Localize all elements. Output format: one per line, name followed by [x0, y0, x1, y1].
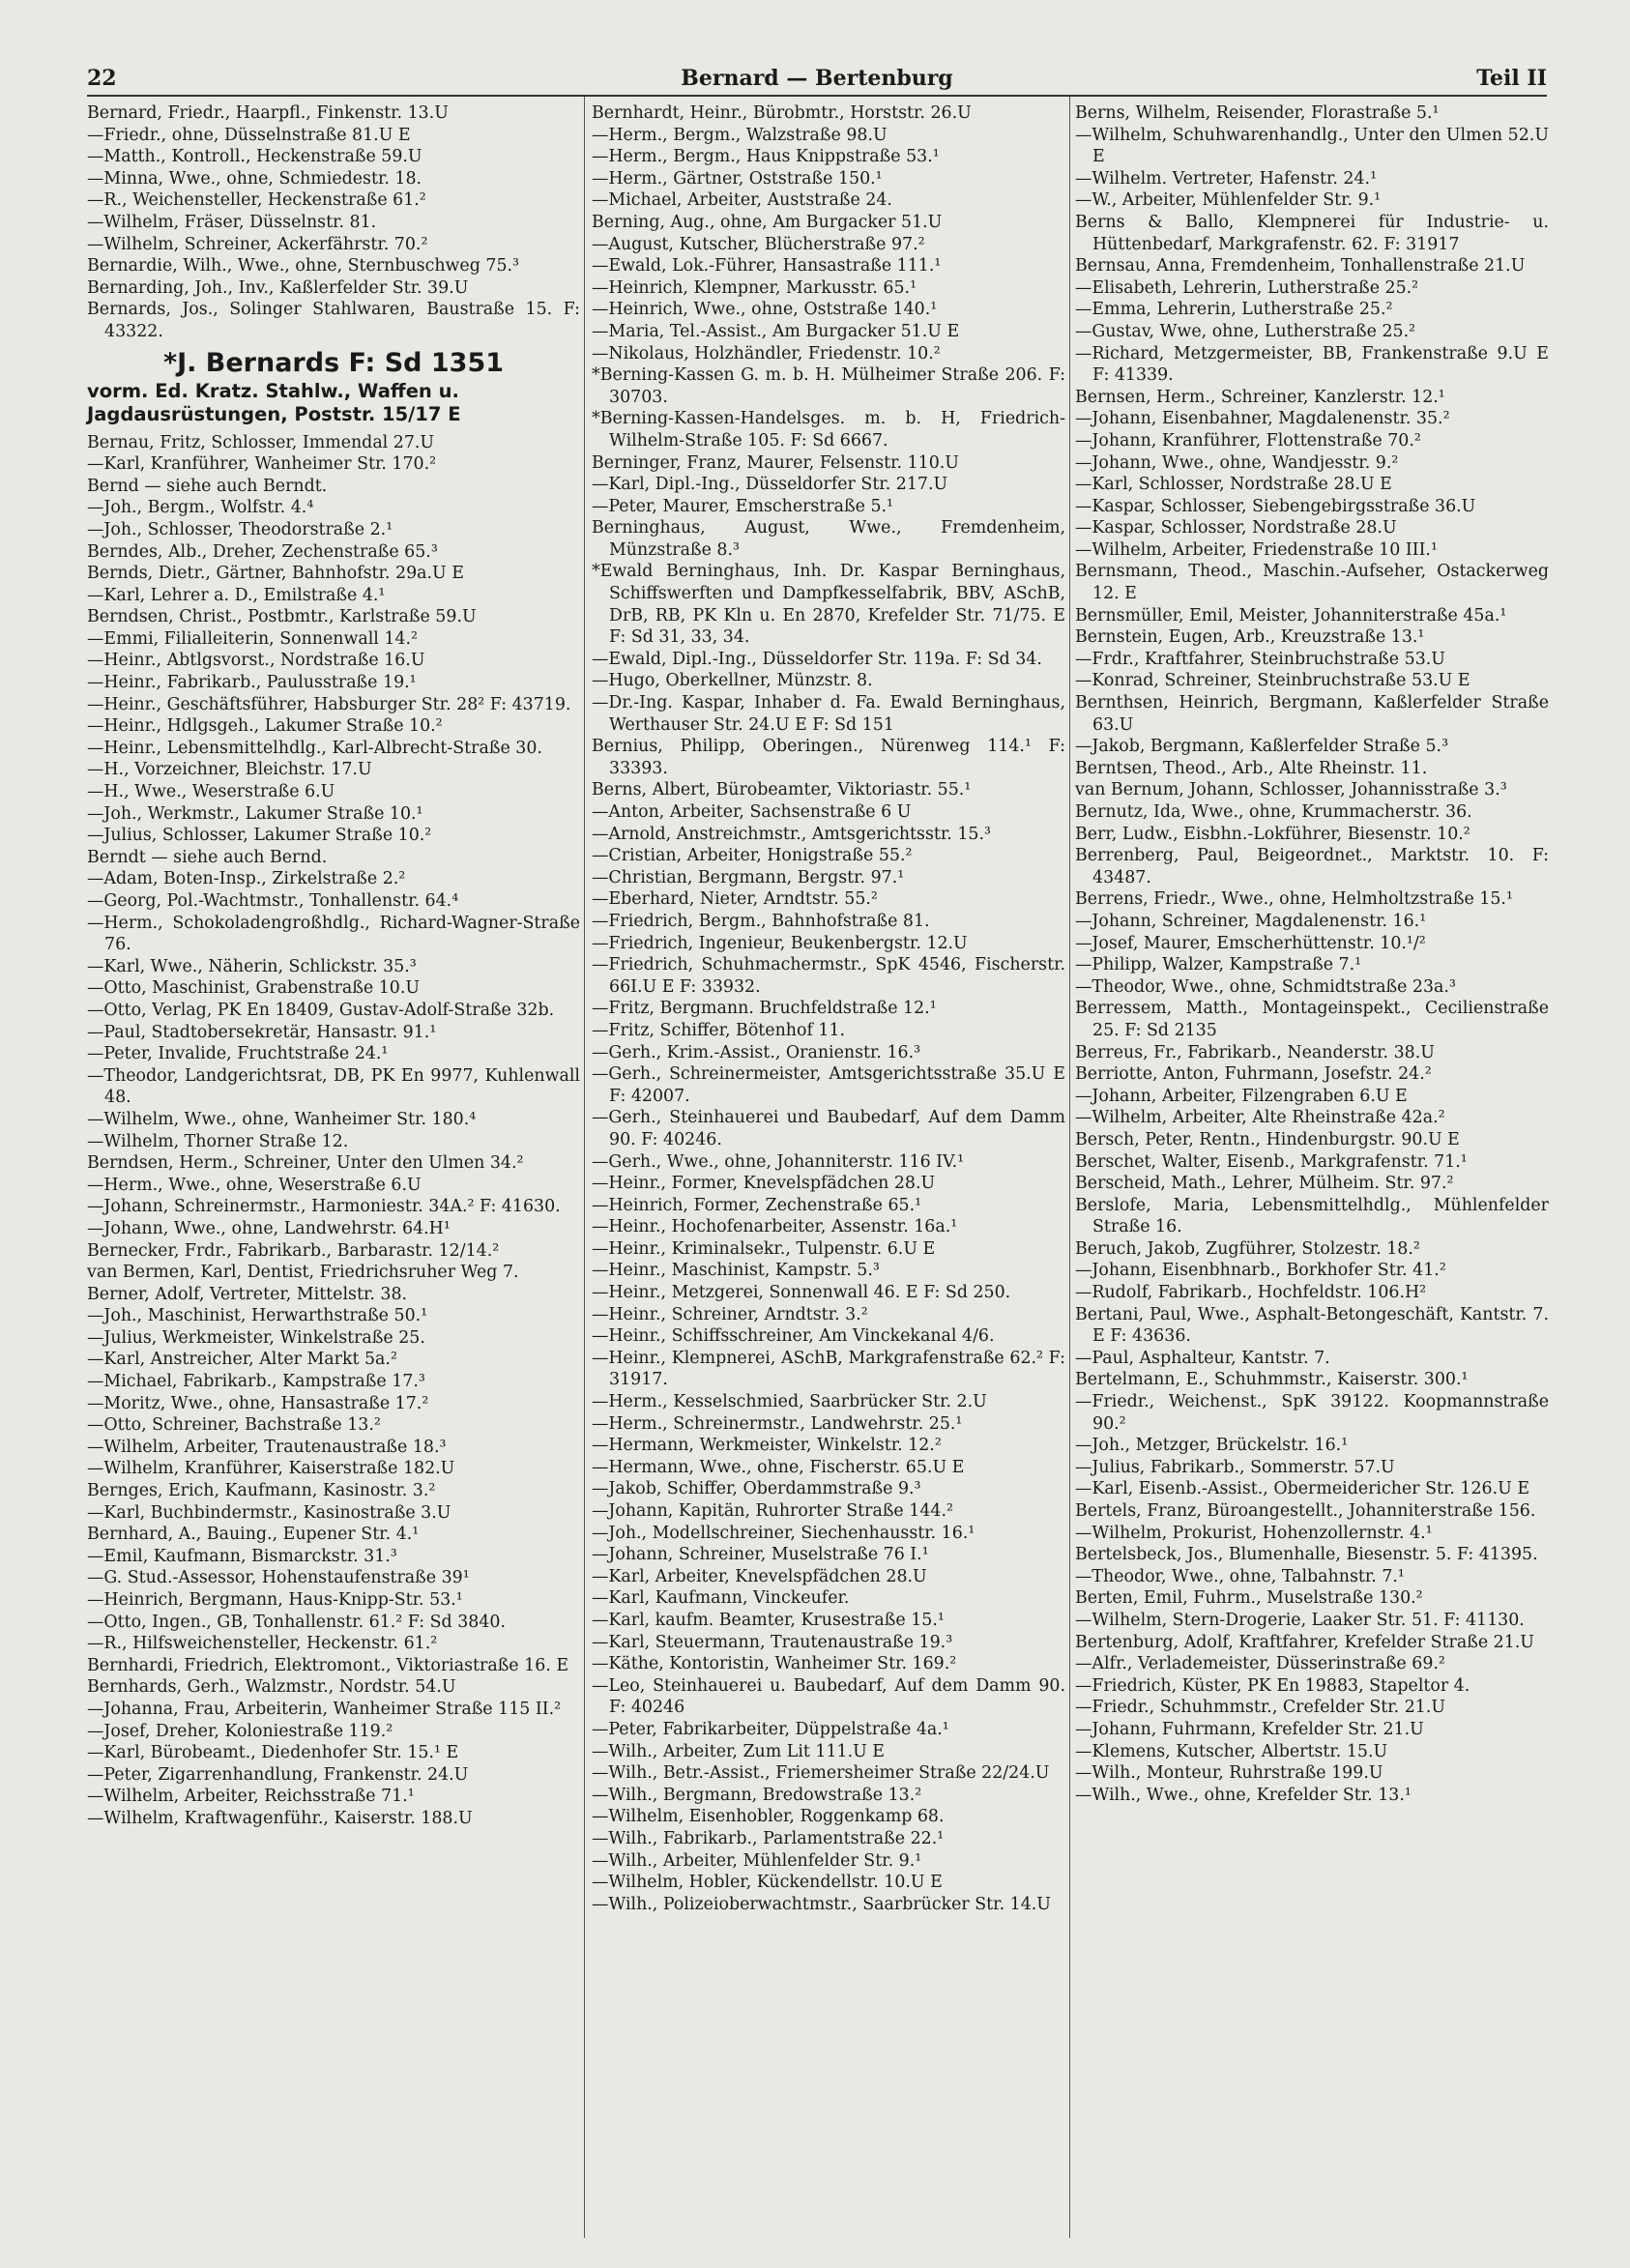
directory-entry: —Jakob, Schiffer, Oberdammstraße 9.³ — [592, 1479, 921, 1499]
directory-entry: —Eberhard, Nieter, Arndtstr. 55.² — [592, 889, 878, 910]
directory-entry: Berntsen, Theod., Arb., Alte Rheinstr. 11. — [1075, 758, 1428, 778]
directory-entry: —Josef, Maurer, Emscherhüttenstr. 10.¹/² — [1075, 933, 1426, 953]
directory-entry: —Heinr., Hdlgsgeh., Lakumer Straße 10.² — [87, 716, 443, 737]
directory-entry: Bertelsbeck, Jos., Blumenhalle, Biesenstr. 5. F: 41395. — [1075, 1545, 1538, 1565]
directory-entry: —Theodor, Wwe., ohne, Schmidtstraße 23a.³ — [1075, 976, 1456, 997]
directory-entry: Berndsen, Herm., Schreiner, Unter den Ulmen 34.² — [87, 1153, 524, 1174]
directory-entry: —Otto, Schreiner, Bachstraße 13.² — [87, 1415, 381, 1436]
directory-entry: —Wilh., Fabrikarb., Parlamentstraße 22.¹ — [592, 1828, 945, 1848]
directory-entry: —Heinr., Kriminalsekr., Tulpenstr. 6.U E — [592, 1238, 936, 1259]
directory-entry: —Paul, Stadtobersekretär, Hansastr. 91.¹ — [87, 1022, 437, 1042]
directory-entry: —H., Vorzeichner, Bleichstr. 17.U — [87, 760, 372, 780]
directory-entry: —Heinr., Schreiner, Arndtstr. 3.² — [592, 1304, 868, 1324]
directory-entry: —Kaspar, Schlosser, Nordstraße 28.U — [1075, 518, 1397, 538]
directory-entry: —Karl, Buchbindermstr., Kasinostraße 3.U — [87, 1502, 451, 1523]
directory-entry: Berriotte, Anton, Fuhrmann, Josefstr. 24.² — [1075, 1064, 1432, 1085]
directory-entry: —Friedr., ohne, Düsselnstraße 81.U E — [87, 125, 411, 145]
directory-entry: Bertelmann, E., Schuhmmstr., Kaiserstr. 300.¹ — [1075, 1370, 1469, 1390]
directory-entry: —Wilhelm, Prokurist, Hohenzollernstr. 4.¹ — [1075, 1523, 1433, 1543]
directory-entry: Bernius, Philipp, Oberingen., Nürenweg 114.¹ F: 33393. — [592, 737, 1065, 778]
directory-entry: —Johann, Eisenbahner, Magdalenenstr. 35.² — [1075, 409, 1450, 429]
directory-entry: —Wilh., Arbeiter, Zum Lit 111.U E — [592, 1741, 885, 1761]
directory-entry: —H., Wwe., Weserstraße 6.U — [87, 782, 335, 802]
directory-entry: —Herm., Schokoladengroßhdlg., Richard-Wagner-Straße 76. — [87, 913, 580, 955]
directory-entry: —Wilhelm, Arbeiter, Friedenstraße 10 III.¹ — [1075, 539, 1438, 560]
directory-entry: —August, Kutscher, Blücherstraße 97.² — [592, 234, 925, 254]
directory-entry: —Johann, Kapitän, Ruhrorter Straße 144.² — [592, 1501, 953, 1521]
directory-entry: —Peter, Zigarrenhandlung, Frankenstr. 24.U — [87, 1764, 469, 1785]
directory-entry: —Karl, kaufm. Beamter, Krusestraße 15.¹ — [592, 1610, 945, 1630]
directory-entry: —Michael, Fabrikarb., Kampstraße 17.³ — [87, 1372, 425, 1392]
directory-entry: —Jakob, Bergmann, Kaßlerfelder Straße 5.³ — [1075, 737, 1449, 757]
ad-line-1: *J. Bernards F: Sd 1351 — [162, 347, 505, 378]
directory-entry: —Fritz, Bergmann. Bruchfeldstraße 12.¹ — [592, 999, 937, 1019]
directory-entry: Bernsen, Herm., Schreiner, Kanzlerstr. 12.¹ — [1075, 387, 1445, 407]
directory-entry: —Heinr., Schiffsschreiner, Am Vinckekanal 4/6. — [592, 1326, 995, 1347]
directory-entry: —G. Stud.-Assessor, Hohenstaufenstraße 39¹ — [87, 1568, 470, 1588]
directory-entry: —Joh., Metzger, Brückelstr. 16.¹ — [1075, 1436, 1349, 1456]
directory-entry: Berns, Albert, Bürobeamter, Viktoriastr. 55.¹ — [592, 780, 972, 800]
directory-entry: —Friedrich, Bergm., Bahnhofstraße 81. — [592, 911, 930, 931]
ad-line-2: vorm. Ed. Kratz. Stahlw., Waffen u. — [87, 379, 459, 402]
directory-entry: —Peter, Fabrikarbeiter, Düppelstraße 4a.¹ — [592, 1719, 949, 1739]
directory-entry: Berndes, Alb., Dreher, Zechenstraße 65.³ — [87, 541, 438, 562]
directory-entry: —Karl, Arbeiter, Knevelspfädchen 28.U — [592, 1566, 927, 1586]
directory-entry: Bernhardi, Friedrich, Elektromont., Viktoriastraße 16. E — [87, 1655, 569, 1675]
directory-entry: Bernthsen, Heinrich, Bergmann, Kaßlerfelder Straße 63.U — [1075, 693, 1549, 735]
directory-entry: —Theodor, Wwe., ohne, Talbahnstr. 7.¹ — [1075, 1566, 1405, 1586]
directory-entry: —Herm., Schreinermstr., Landwehrstr. 25.¹ — [592, 1413, 963, 1434]
column-2 — [592, 102, 1065, 1915]
directory-entry: —Georg, Pol.-Wachtmstr., Tonhallenstr. 64.⁴ — [87, 891, 459, 911]
directory-entry: —Gerh., Krim.-Assist., Oranienstr. 16.³ — [592, 1042, 921, 1062]
directory-entry: —Maria, Tel.-Assist., Am Burgacker 51.U E — [592, 321, 960, 341]
directory-entry: —Heinrich, Wwe., ohne, Oststraße 140.¹ — [592, 300, 938, 320]
directory-entry: Berrenberg, Paul, Beigeordnet., Marktstr. 10. F: 43487. — [1075, 846, 1549, 887]
directory-entry: —Emil, Kaufmann, Bismarckstr. 31.³ — [87, 1546, 397, 1566]
directory-entry: —Käthe, Kontoristin, Wanheimer Str. 169.² — [592, 1654, 957, 1674]
directory-entry: Berns, Wilhelm, Reisender, Florastraße 5.¹ — [1075, 103, 1440, 123]
column-3 — [1075, 102, 1549, 1806]
directory-entry: —Matth., Kontroll., Heckenstraße 59.U — [87, 147, 422, 167]
directory-entry: —Wilhelm, Schreiner, Ackerfährstr. 70.² — [87, 234, 428, 254]
directory-entry: —Anton, Arbeiter, Sachsenstraße 6 U — [592, 802, 912, 822]
directory-entry: —Karl, Schlosser, Nordstraße 28.U E — [1075, 475, 1392, 495]
directory-entry: Bertenburg, Adolf, Kraftfahrer, Krefelder Straße 21.U — [1075, 1632, 1534, 1652]
directory-entry: —Wilhelm, Wwe., ohne, Wanheimer Str. 180.⁴ — [87, 1109, 477, 1129]
directory-entry: Bernutz, Ida, Wwe., ohne, Krummacherstr. 36. — [1075, 802, 1472, 822]
directory-entry: *Berning-Kassen G. m. b. H. Mülheimer Straße 206. F: 30703. — [592, 365, 1065, 407]
directory-entry: —Otto, Maschinist, Grabenstraße 10.U — [87, 978, 421, 999]
directory-entry: —Rudolf, Fabrikarb., Hochfeldstr. 106.H² — [1075, 1283, 1427, 1303]
directory-entry: —Wilhelm, Kraftwagenführ., Kaiserstr. 188.U — [87, 1808, 473, 1828]
directory-entry: —Arnold, Anstreichmstr., Amtsgerichtsstr. 15.³ — [592, 824, 991, 844]
directory-entry: Berslofe, Maria, Lebensmittelhdlg., Mühlenfelder Straße 16. — [1075, 1195, 1549, 1237]
directory-entry: —Joh., Modellschreiner, Siechenhausstr. 16.¹ — [592, 1523, 975, 1543]
directory-entry: Bernges, Erich, Kaufmann, Kasinostr. 3.² — [87, 1481, 436, 1501]
directory-entry: —Emma, Lehrerin, Lutherstraße 25.² — [1075, 300, 1393, 320]
directory-entry: —Joh., Werkmstr., Lakumer Straße 10.¹ — [87, 803, 423, 824]
directory-entry: Bernard, Friedr., Haarpfl., Finkenstr. 13.U — [87, 103, 449, 123]
directory-entry: —Elisabeth, Lehrerin, Lutherstraße 25.² — [1075, 277, 1419, 298]
directory-entry: Bernsmann, Theod., Maschin.-Aufseher, Ostackerweg 12. E — [1075, 562, 1549, 604]
directory-entry: —Paul, Asphalteur, Kantstr. 7. — [1075, 1348, 1330, 1368]
directory-entry: —Gerh., Steinhauerei und Baubedarf, Auf dem Damm 90. F: 40246. — [592, 1108, 1065, 1149]
directory-entry: —Karl, Steuermann, Trautenaustraße 19.³ — [592, 1632, 953, 1652]
directory-entry: —Herm., Kesselschmied, Saarbrücker Str. 2.U — [592, 1392, 987, 1412]
directory-entry: van Bermen, Karl, Dentist, Friedrichsruher Weg 7. — [87, 1263, 519, 1283]
page-number: 22 — [87, 66, 117, 91]
directory-entry: —Peter, Invalide, Fruchtstraße 24.¹ — [87, 1044, 389, 1064]
directory-entry: Bernecker, Frdr., Fabrikarb., Barbarastr. 12/14.² — [87, 1240, 500, 1261]
directory-entry: Bernards, Jos., Solinger Stahlwaren, Baustraße 15. F: 43322. — [87, 300, 580, 341]
directory-entry: —Heinr., Maschinist, Kampstr. 5.³ — [592, 1261, 880, 1281]
directory-entry: —Heinr., Abtlgsvorst., Nordstraße 16.U — [87, 651, 425, 671]
directory-entry: Bernds, Dietr., Gärtner, Bahnhofstr. 29a.U E — [87, 564, 464, 584]
directory-entry: —Wilh., Betr.-Assist., Friemersheimer Straße 22/24.U — [592, 1763, 1050, 1784]
directory-entry: —Wilh., Polizeioberwachtmstr., Saarbrücker Str. 14.U — [592, 1894, 1051, 1914]
directory-entry: —Hermann, Werkmeister, Winkelstr. 12.² — [592, 1436, 942, 1456]
directory-entry: —Friedr., Weichenst., SpK 39122. Koopmannstraße 90.² — [1075, 1392, 1549, 1434]
directory-entry: Berreus, Fr., Fabrikarb., Neanderstr. 38.U — [1075, 1042, 1435, 1062]
directory-entry: Bertels, Franz, Büroangestellt., Johanniterstraße 156. — [1075, 1501, 1536, 1521]
directory-entry: —Johann, Wwe., ohne, Wandjesstr. 9.² — [1075, 452, 1399, 473]
directory-entry: Bersch, Peter, Rentn., Hindenburgstr. 90.U E — [1075, 1129, 1460, 1149]
directory-entry: *Berning-Kassen-Handelsges. m. b. H, Friedrich-Wilhelm-Straße 105. F: Sd 6667. — [592, 409, 1065, 451]
directory-entry: —Heinr., Former, Knevelspfädchen 28.U — [592, 1174, 936, 1194]
directory-entry: —Dr.-Ing. Kaspar, Inhaber d. Fa. Ewald Berninghaus, Werthauser Str. 24.U E F: Sd 151 — [592, 693, 1065, 735]
directory-entry: —Joh., Bergm., Wolfstr. 4.⁴ — [87, 498, 314, 518]
directory-entry: Bernsau, Anna, Fremdenheim, Tonhallenstraße 21.U — [1075, 256, 1526, 276]
directory-entry: —Adam, Boten-Insp., Zirkelstraße 2.² — [87, 869, 406, 889]
directory-entry: —Wilhelm, Eisenhobler, Roggenkamp 68. — [592, 1807, 945, 1827]
directory-entry: Bernarding, Joh., Inv., Kaßlerfelder Str. 39.U — [87, 277, 469, 298]
directory-entry: —Wilhelm, Thorner Straße 12. — [87, 1131, 349, 1151]
directory-entry: Berr, Ludw., Eisbhn.-Lokführer, Biesenstr. 10.² — [1075, 824, 1470, 844]
directory-entry: —Wilh., Wwe., ohne, Krefelder Str. 13.¹ — [1075, 1785, 1412, 1805]
directory-entry: —W., Arbeiter, Mühlenfelder Str. 9.¹ — [1075, 190, 1382, 211]
directory-entry: —Johann, Fuhrmann, Krefelder Str. 21.U — [1075, 1719, 1424, 1739]
directory-entry: —Konrad, Schreiner, Steinbruchstraße 53.U E — [1075, 671, 1470, 691]
directory-entry: —Heinrich, Bergmann, Haus-Knipp-Str. 53.¹ — [87, 1590, 463, 1610]
directory-entry: —Joh., Maschinist, Herwarthstraße 50.¹ — [87, 1306, 428, 1326]
directory-entry: —Friedrich, Küster, PK En 19883, Stapeltor 4. — [1075, 1675, 1470, 1696]
directory-entry: —Otto, Verlag, PK En 18409, Gustav-Adolf-Straße 32b. — [87, 1000, 555, 1020]
directory-entry: —Heinr., Lebensmittelhdlg., Karl-Albrecht-Straße 30. — [87, 738, 542, 758]
directory-entry: —Johann, Eisenbhnarb., Borkhofer Str. 41.² — [1075, 1261, 1446, 1281]
directory-entry: —Karl, Bürobeamt., Diedenhofer Str. 15.¹ E — [87, 1743, 459, 1763]
directory-entry: Berninger, Franz, Maurer, Felsenstr. 110.U — [592, 452, 959, 473]
directory-entry: —Friedrich, Schuhmachermstr., SpK 4546, Fischerstr. 66I.U E F: 33932. — [592, 955, 1065, 997]
directory-entry: —Theodor, Landgerichtsrat, DB, PK En 9977, Kuhlenwall 48. — [87, 1065, 580, 1108]
directory-entry: —Minna, Wwe., ohne, Schmiedestr. 18. — [87, 168, 422, 189]
directory-entry: —Karl, Kranführer, Wanheimer Str. 170.² — [87, 454, 437, 475]
directory-entry: Berndt — siehe auch Bernd. — [87, 847, 328, 867]
directory-entry: Bernhard, A., Bauing., Eupener Str. 4.¹ — [87, 1525, 420, 1545]
directory-entry: Berndsen, Christ., Postbmtr., Karlstraße 59.U — [87, 607, 477, 627]
directory-entry: —Hugo, Oberkellner, Münzstr. 8. — [592, 671, 873, 691]
advertisement-bernards — [87, 347, 580, 426]
directory-entry: —Julius, Fabrikarb., Sommerstr. 57.U — [1075, 1457, 1395, 1477]
directory-entry: —Heinr., Klempnerei, ASchB, Markgrafenstraße 62.² F: 31917. — [592, 1348, 1065, 1390]
directory-entry: —Josef, Dreher, Koloniestraße 119.² — [87, 1721, 393, 1741]
directory-entry: Berrens, Friedr., Wwe., ohne, Helmholtzstraße 15.¹ — [1075, 889, 1513, 910]
directory-entry: —Hermann, Wwe., ohne, Fischerstr. 65.U E — [592, 1457, 965, 1477]
directory-entry: —Karl, Lehrer a. D., Emilstraße 4.¹ — [87, 585, 386, 605]
directory-entry: —Karl, Anstreicher, Alter Markt 5a.² — [87, 1350, 397, 1370]
directory-entry: Beruch, Jakob, Zugführer, Stolzestr. 18.² — [1075, 1238, 1420, 1259]
directory-entry: —Klemens, Kutscher, Albertstr. 15.U — [1075, 1741, 1388, 1761]
directory-entry: Berscheid, Math., Lehrer, Mülheim. Str. 97.² — [1075, 1174, 1454, 1194]
directory-entry: —Peter, Maurer, Emscherstraße 5.¹ — [592, 496, 894, 516]
directory-entry: —Wilhelm, Arbeiter, Trautenaustraße 18.³ — [87, 1437, 447, 1457]
directory-entry: —Heinrich, Former, Zechenstraße 65.¹ — [592, 1195, 922, 1215]
directory-entry: Bernau, Fritz, Schlosser, Immendal 27.U — [87, 432, 435, 452]
directory-entry: —Herm., Gärtner, Oststraße 150.¹ — [592, 168, 883, 189]
column-1 — [87, 102, 580, 1830]
directory-entry: Bernstein, Eugen, Arb., Kreuzstraße 13.¹ — [1075, 627, 1425, 648]
directory-entry: —Wilhelm. Vertreter, Hafenstr. 24.¹ — [1075, 168, 1378, 189]
directory-entry: —Wilhelm, Hobler, Kückendellstr. 10.U E — [592, 1873, 943, 1893]
directory-entry: —Wilhelm, Arbeiter, Reichsstraße 71.¹ — [87, 1787, 415, 1807]
directory-entry: —R., Weichensteller, Heckenstraße 61.² — [87, 190, 426, 211]
directory-entry: —Julius, Werkmeister, Winkelstraße 25. — [87, 1327, 425, 1348]
directory-entry: Berning, Aug., ohne, Am Burgacker 51.U — [592, 212, 943, 232]
directory-entry: —Wilhelm, Stern-Drogerie, Laaker Str. 51. F: 41130. — [1075, 1610, 1525, 1630]
directory-entry: Berns & Ballo, Klempnerei für Industrie- u. Hüttenbedarf, Markgrafenstr. 62. F: 31917 — [1075, 212, 1549, 254]
directory-entry: —Karl, Kaufmann, Vinckeufer. — [592, 1588, 850, 1609]
directory-entry: Berten, Emil, Fuhrm., Muselstraße 130.² — [1075, 1588, 1423, 1609]
part-label: Teil II — [1476, 66, 1547, 91]
directory-entry: —Wilhelm, Schuhwarenhandlg., Unter den Ulmen 52.U E — [1075, 125, 1549, 167]
directory-entry: —Johann, Wwe., ohne, Landwehrstr. 64.H¹ — [87, 1218, 451, 1238]
directory-entry: —Gerh., Schreinermeister, Amtsgerichtsstraße 35.U E F: 42007. — [592, 1064, 1065, 1106]
directory-entry: Berressem, Matth., Montageinspekt., Cecilienstraße 25. F: Sd 2135 — [1075, 999, 1549, 1040]
directory-entry: Berschet, Walter, Eisenb., Markgrafenstr. 71.¹ — [1075, 1151, 1468, 1172]
directory-entry: —Christian, Bergmann, Bergstr. 97.¹ — [592, 867, 905, 887]
directory-entry: —Wilhelm, Fräser, Düsselnstr. 81. — [87, 212, 377, 232]
directory-entry: —Heinrich, Klempner, Markusstr. 65.¹ — [592, 277, 917, 298]
directory-entry: *Ewald Berninghaus, Inh. Dr. Kaspar Berninghaus, Schiffswerften und Dampfkesselfabrik, BBV, ASchB, DrB, RB, PK Kln u. En 2870, Krefelder Str. 71/75. E F: Sd 31, 33, 34. — [592, 562, 1065, 648]
directory-entry: —Karl, Dipl.-Ing., Düsseldorfer Str. 217.U — [592, 475, 948, 495]
directory-entry: —Cristian, Arbeiter, Honigstraße 55.² — [592, 846, 913, 866]
directory-entry: Bertani, Paul, Wwe., Asphalt-Betongeschäft, Kantstr. 7. E F: 43636. — [1075, 1304, 1549, 1347]
column-divider — [584, 97, 585, 2238]
directory-entry: Bernhardt, Heinr., Bürobmtr., Horststr. 26.U — [592, 103, 972, 123]
directory-entry: —Julius, Schlosser, Lakumer Straße 10.² — [87, 826, 432, 846]
directory-entry: —Wilh., Monteur, Ruhrstraße 199.U — [1075, 1763, 1383, 1784]
page-header — [87, 64, 1547, 97]
directory-entry: —Herm., Bergm., Haus Knippstraße 53.¹ — [592, 147, 940, 167]
directory-entry: —Ewald, Dipl.-Ing., Düsseldorfer Str. 119a. F: Sd 34. — [592, 649, 1042, 669]
directory-entry: —Wilhelm, Kranführer, Kaiserstraße 182.U — [87, 1459, 455, 1479]
directory-entry: Bernsmüller, Emil, Meister, Johanniterstraße 45a.¹ — [1075, 605, 1507, 625]
directory-entry: —Heinr., Hochofenarbeiter, Assenstr. 16a.¹ — [592, 1217, 958, 1237]
directory-entry: —Richard, Metzgermeister, BB, Frankenstraße 9.U E F: 41339. — [1075, 343, 1549, 386]
directory-entry: —Heinr., Metzgerei, Sonnenwall 46. E F: Sd 250. — [592, 1283, 1011, 1303]
directory-entry: Bernd — siehe auch Berndt. — [87, 476, 328, 496]
directory-entry: Berner, Adolf, Vertreter, Mittelstr. 38. — [87, 1284, 408, 1304]
directory-entry: —Johann, Schreiner, Muselstraße 76 I.¹ — [592, 1545, 929, 1565]
directory-entry: —Johanna, Frau, Arbeiterin, Wanheimer Straße 115 II.² — [87, 1699, 562, 1719]
directory-entry: —Herm., Wwe., ohne, Weserstraße 6.U — [87, 1175, 422, 1195]
directory-entry: van Bernum, Johann, Schlosser, Johannisstraße 3.³ — [1075, 780, 1507, 800]
directory-entry: —Heinr., Fabrikarb., Paulusstraße 19.¹ — [87, 673, 417, 693]
directory-entry: —Moritz, Wwe., ohne, Hansastraße 17.² — [87, 1393, 429, 1413]
ad-line-3: Jagdausrüstungen, Poststr. 15/17 E — [87, 402, 461, 425]
directory-entry: —Emmi, Filialleiterin, Sonnenwall 14.² — [87, 628, 419, 649]
directory-entry: —Ewald, Lok.-Führer, Hansastraße 111.¹ — [592, 256, 942, 276]
directory-entry: —Leo, Steinhauerei u. Baubedarf, Auf dem Damm 90. F: 40246 — [592, 1675, 1065, 1718]
directory-entry: —R., Hilfsweichensteller, Heckenstr. 61.² — [87, 1634, 438, 1654]
directory-entry: —Nikolaus, Holzhändler, Friedenstr. 10.² — [592, 343, 941, 363]
directory-entry: —Wilhelm, Arbeiter, Alte Rheinstraße 42a.² — [1075, 1108, 1445, 1128]
directory-entry: —Otto, Ingen., GB, Tonhallenstr. 61.² F: Sd 3840. — [87, 1612, 506, 1632]
directory-entry: —Fritz, Schiffer, Bötenhof 11. — [592, 1020, 846, 1040]
directory-entry: Bernhards, Gerh., Walzmstr., Nordstr. 54.U — [87, 1677, 456, 1698]
directory-entry: —Karl, Wwe., Näherin, Schlickstr. 35.³ — [87, 956, 417, 976]
column-divider — [1069, 97, 1070, 2238]
directory-entry: —Gustav, Wwe, ohne, Lutherstraße 25.² — [1075, 321, 1416, 341]
directory-entry: —Alfr., Verlademeister, Düsserinstraße 69.² — [1075, 1654, 1445, 1674]
directory-entry: —Johann, Arbeiter, Filzengraben 6.U E — [1075, 1086, 1408, 1106]
directory-entry: —Johann, Schreiner, Magdalenenstr. 16.¹ — [1075, 911, 1427, 931]
directory-entry: Berninghaus, August, Wwe., Fremdenheim, Münzstraße 8.³ — [592, 518, 1065, 560]
directory-entry: —Herm., Bergm., Walzstraße 98.U — [592, 125, 888, 145]
page-title: Bernard — Bertenburg — [681, 66, 953, 91]
directory-entry: —Wilh., Arbeiter, Mühlenfelder Str. 9.¹ — [592, 1850, 922, 1871]
directory-entry: —Johann, Schreinermstr., Harmoniestr. 34A.² F: 41630. — [87, 1197, 561, 1217]
directory-entry: —Friedr., Schuhmmstr., Crefelder Str. 21.U — [1075, 1698, 1446, 1718]
directory-entry: Bernardie, Wilh., Wwe., ohne, Sternbuschweg 75.³ — [87, 256, 520, 276]
directory-entry: —Heinr., Geschäftsführer, Habsburger Str. 28² F: 43719. — [87, 694, 571, 714]
directory-entry: —Kaspar, Schlosser, Siebengebirgsstraße 36.U — [1075, 496, 1476, 516]
directory-entry: —Karl, Eisenb.-Assist., Obermeidericher Str. 126.U E — [1075, 1479, 1530, 1499]
directory-entry: —Philipp, Walzer, Kampstraße 7.¹ — [1075, 955, 1362, 975]
directory-entry: —Wilh., Bergmann, Bredowstraße 13.² — [592, 1785, 922, 1805]
directory-entry: —Gerh., Wwe., ohne, Johanniterstr. 116 IV.¹ — [592, 1151, 965, 1172]
directory-entry: —Michael, Arbeiter, Auststraße 24. — [592, 190, 892, 211]
directory-entry: —Joh., Schlosser, Theodorstraße 2.¹ — [87, 519, 393, 539]
directory-entry: —Johann, Kranführer, Flottenstraße 70.² — [1075, 430, 1421, 451]
directory-entry: —Friedrich, Ingenieur, Beukenbergstr. 12.U — [592, 933, 968, 953]
directory-entry: —Frdr., Kraftfahrer, Steinbruchstraße 53.U — [1075, 649, 1445, 669]
